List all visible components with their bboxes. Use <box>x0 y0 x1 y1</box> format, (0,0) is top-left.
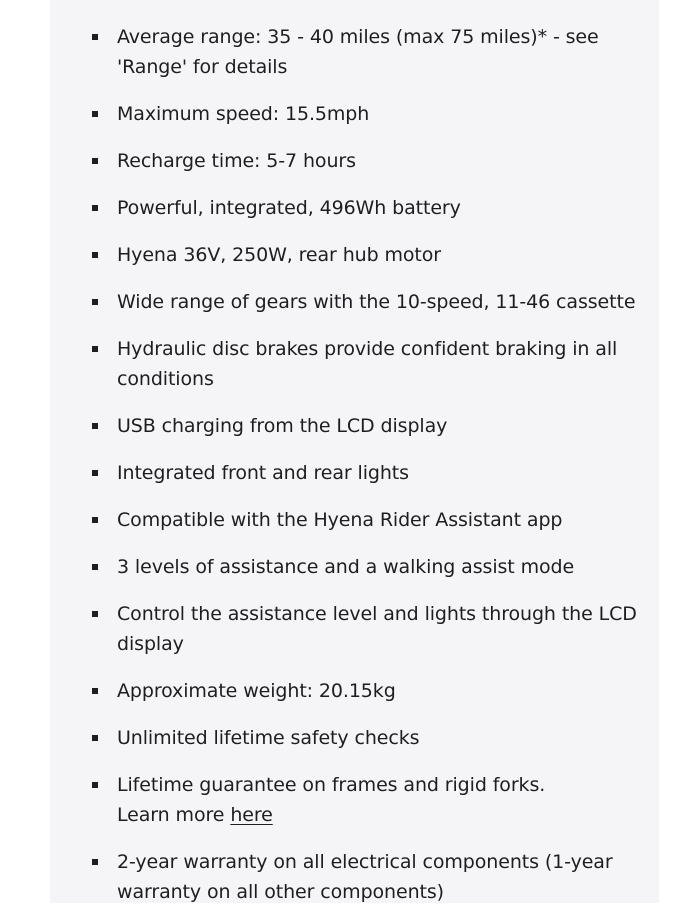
feature-text: 2-year warranty on all electrical components (1-year warranty on all other components) <box>117 851 613 903</box>
feature-text: Recharge time: 5-7 hours <box>117 150 356 172</box>
bullet-square-icon <box>92 611 98 617</box>
list-item <box>50 287 659 317</box>
bullet-square-icon <box>92 299 98 305</box>
learn-more-text: Learn more <box>117 804 231 826</box>
feature-text: 3 levels of assistance and a walking assist mode <box>117 556 575 578</box>
list-item <box>50 552 659 582</box>
bullet-square-icon <box>92 34 98 40</box>
bullet-square-icon <box>92 252 98 258</box>
feature-text: Powerful, integrated, 496Wh battery <box>117 197 461 219</box>
feature-text: Wide range of gears with the 10-speed, 11-46 cassette <box>117 291 636 313</box>
bullet-square-icon <box>92 782 98 788</box>
list-item <box>50 847 659 907</box>
bullet-square-icon <box>92 205 98 211</box>
feature-text: Control the assistance level and lights through the LCD display <box>117 603 637 655</box>
list-item <box>50 458 659 488</box>
list-item <box>50 334 659 394</box>
learn-more-line <box>117 800 639 830</box>
feature-text: Hydraulic disc brakes provide confident braking in all conditions <box>117 338 618 390</box>
list-item <box>50 411 659 441</box>
bullet-square-icon <box>92 346 98 352</box>
features-panel <box>50 0 659 903</box>
bullet-square-icon <box>92 688 98 694</box>
feature-text: Average range: 35 - 40 miles (max 75 miles)* - see 'Range' for details <box>117 26 599 78</box>
bullet-square-icon <box>92 111 98 117</box>
list-item <box>50 505 659 535</box>
list-item <box>50 770 659 830</box>
list-item <box>50 99 659 129</box>
bullet-square-icon <box>92 517 98 523</box>
list-item <box>50 676 659 706</box>
feature-text: Unlimited lifetime safety checks <box>117 727 420 749</box>
learn-more-link[interactable]: here <box>230 804 273 826</box>
bullet-square-icon <box>92 859 98 865</box>
bullet-square-icon <box>92 564 98 570</box>
feature-text: Maximum speed: 15.5mph <box>117 103 370 125</box>
feature-text: Approximate weight: 20.15kg <box>117 680 396 702</box>
bullet-square-icon <box>92 470 98 476</box>
list-item <box>50 240 659 270</box>
list-item <box>50 22 659 82</box>
bullet-square-icon <box>92 423 98 429</box>
list-item <box>50 723 659 753</box>
list-item <box>50 599 659 659</box>
feature-text: Compatible with the Hyena Rider Assistant app <box>117 509 563 531</box>
feature-list <box>50 22 659 924</box>
feature-text: Hyena 36V, 250W, rear hub motor <box>117 244 442 266</box>
feature-text: Integrated front and rear lights <box>117 462 409 484</box>
feature-text: USB charging from the LCD display <box>117 415 448 437</box>
list-item <box>50 146 659 176</box>
feature-text: Lifetime guarantee on frames and rigid forks. <box>117 774 546 796</box>
bullet-square-icon <box>92 735 98 741</box>
bullet-square-icon <box>92 158 98 164</box>
list-item <box>50 193 659 223</box>
